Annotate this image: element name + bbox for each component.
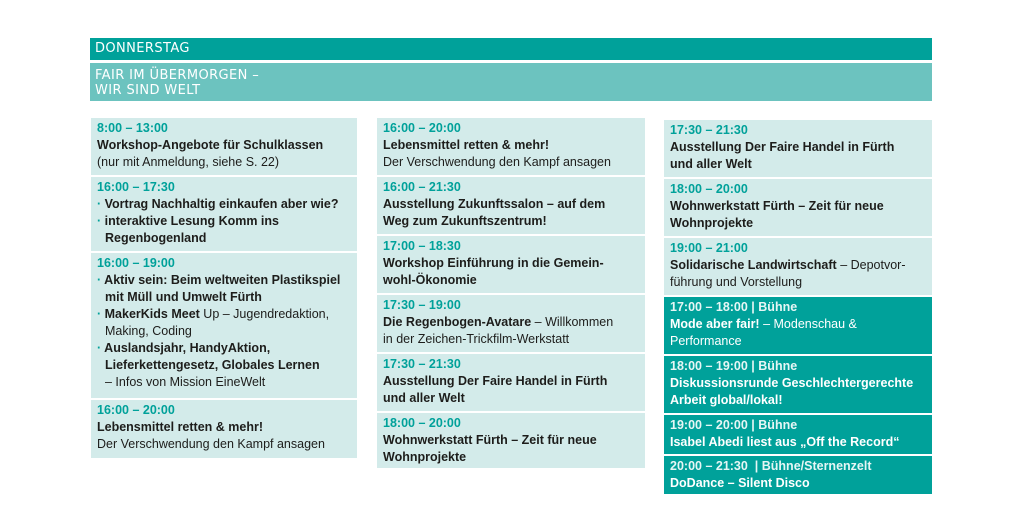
program-item bbox=[377, 413, 645, 468]
program-item bbox=[91, 400, 357, 458]
time-label: 16:00 – 20:00 bbox=[97, 403, 175, 417]
time-label: 16:00 – 20:00 bbox=[383, 121, 461, 135]
bullet-icon: · bbox=[97, 341, 105, 355]
item-title-cont: Arbeit global/lokal! bbox=[670, 393, 783, 407]
bullet-item: · MakerKids Meet Up – Jugendredaktion, bbox=[97, 307, 330, 321]
item-title-cont: Weg zum Zukunftszentrum! bbox=[383, 214, 547, 228]
time-label: 16:00 – 19:00 bbox=[97, 256, 175, 270]
bullet-item: · interaktive Lesung Komm ins bbox=[97, 214, 279, 228]
time-label: 8:00 – 13:00 bbox=[97, 121, 168, 135]
item-title: Lebensmittel retten & mehr! bbox=[383, 138, 550, 152]
bullet-icon: · bbox=[97, 307, 105, 321]
item-title: Ausstellung Der Faire Handel in Fürth bbox=[670, 140, 895, 154]
stage-item bbox=[664, 356, 932, 413]
item-title: Isabel Abedi liest aus „Off the Record“ bbox=[670, 435, 900, 449]
item-note: (nur mit Anmeldung, siehe S. 22) bbox=[97, 155, 280, 169]
time-label: 17:30 – 21:30 bbox=[670, 123, 748, 137]
item-title: Ausstellung Der Faire Handel in Fürth bbox=[383, 374, 608, 388]
time-label: 20:00 – 21:30 | Bühne/Sternenzelt bbox=[670, 459, 872, 473]
time-label: 19:00 – 21:00 bbox=[670, 241, 748, 255]
bullet-continuation: Making, Coding bbox=[105, 324, 192, 338]
item-note: Der Verschwendung den Kampf ansagen bbox=[383, 155, 611, 169]
stage-item bbox=[664, 415, 932, 454]
item-title: DoDance – Silent Disco bbox=[670, 476, 810, 490]
program-item bbox=[377, 295, 645, 352]
item-title: Die Regenbogen-Avatare – Willkommen bbox=[383, 315, 614, 329]
item-note: Der Verschwendung den Kampf ansagen bbox=[97, 437, 325, 451]
event-title-line1: FAIR IM ÜBERMORGEN – bbox=[95, 68, 260, 83]
event-header bbox=[90, 63, 932, 101]
bullet-item: · Aktiv sein: Beim weltweiten Plastikspiel bbox=[97, 273, 341, 287]
bullet-icon: · bbox=[97, 197, 105, 211]
item-title: Mode aber fair! – Modenschau & bbox=[670, 317, 857, 331]
bullet-icon: · bbox=[97, 214, 105, 228]
time-label: 16:00 – 17:30 bbox=[97, 180, 175, 194]
bullet-icon: · bbox=[97, 273, 105, 287]
item-title-cont: und aller Welt bbox=[670, 157, 752, 171]
program-item bbox=[377, 236, 645, 293]
item-title: Ausstellung Zukunftssalon – auf dem bbox=[383, 197, 606, 211]
bullet-continuation: – Infos von Mission EineWelt bbox=[105, 375, 266, 389]
item-title: Solidarische Landwirtschaft – Depotvor- bbox=[670, 258, 906, 272]
time-label: 18:00 – 19:00 | Bühne bbox=[670, 359, 798, 373]
bullet-continuation: Regenbogenland bbox=[105, 231, 207, 245]
item-title: Diskussionsrunde Geschlechtergerechte bbox=[670, 376, 914, 390]
program-item bbox=[664, 179, 932, 236]
item-title: Wohnwerkstatt Fürth – Zeit für neue bbox=[670, 199, 884, 213]
stage-item bbox=[664, 297, 932, 354]
item-title-cont: Wohnprojekte bbox=[383, 450, 467, 464]
program-item bbox=[664, 238, 932, 295]
bullet-item: · Auslandsjahr, HandyAktion, bbox=[97, 341, 271, 355]
day-title: DONNERSTAG bbox=[95, 41, 190, 56]
item-title: Workshop-Angebote für Schulklassen bbox=[97, 138, 324, 152]
day-header bbox=[90, 38, 932, 60]
time-label: 18:00 – 20:00 bbox=[383, 416, 461, 430]
program-item bbox=[91, 118, 357, 175]
item-note: in der Zeichen-Trickfilm-Werkstatt bbox=[383, 332, 570, 346]
item-title: Wohnwerkstatt Fürth – Zeit für neue bbox=[383, 433, 597, 447]
item-title: Lebensmittel retten & mehr! bbox=[97, 420, 264, 434]
time-label: 17:30 – 19:00 bbox=[383, 298, 461, 312]
item-title-cont: Wohnprojekte bbox=[670, 216, 754, 230]
event-title-line2: WIR SIND WELT bbox=[95, 83, 201, 98]
stage-item bbox=[664, 456, 932, 494]
program-item bbox=[91, 253, 357, 398]
program-item bbox=[377, 354, 645, 411]
item-note: Performance bbox=[670, 334, 742, 348]
item-title: Workshop Einführung in die Gemein- bbox=[383, 256, 604, 270]
bullet-continuation: mit Müll und Umwelt Fürth bbox=[105, 290, 262, 304]
program-item bbox=[377, 118, 645, 175]
time-label: 19:00 – 20:00 | Bühne bbox=[670, 418, 798, 432]
time-label: 17:00 – 18:30 bbox=[383, 239, 461, 253]
program-item bbox=[377, 177, 645, 234]
time-label: 18:00 – 20:00 bbox=[670, 182, 748, 196]
bullet-item: · Vortrag Nachhaltig einkaufen aber wie? bbox=[97, 197, 339, 211]
time-label: 17:00 – 18:00 | Bühne bbox=[670, 300, 798, 314]
item-note: führung und Vorstellung bbox=[670, 275, 803, 289]
bullet-continuation: Lieferkettengesetz, Globales Lernen bbox=[105, 358, 320, 372]
program-item bbox=[664, 120, 932, 177]
program-item bbox=[91, 177, 357, 251]
item-title-cont: und aller Welt bbox=[383, 391, 465, 405]
item-title-cont: wohl-Ökonomie bbox=[383, 273, 477, 287]
time-label: 17:30 – 21:30 bbox=[383, 357, 461, 371]
time-label: 16:00 – 21:30 bbox=[383, 180, 461, 194]
